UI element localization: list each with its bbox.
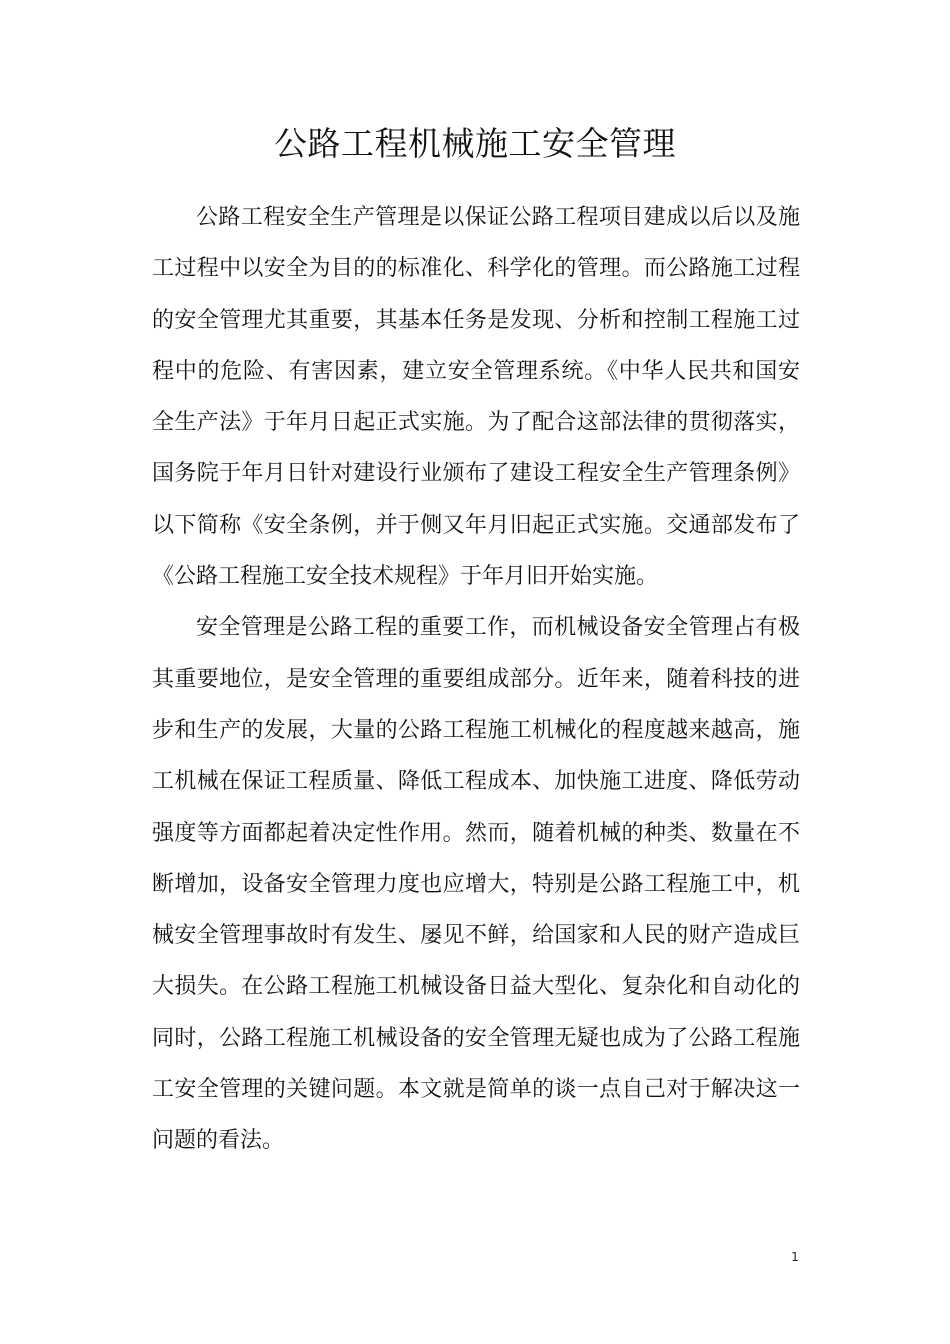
document-body (152, 192, 800, 1167)
page-number: 1 (791, 1250, 799, 1264)
paragraph-2: 安全管理是公路工程的重要工作，而机械设备安全管理占有极其重要地位，是安全管理的重要组成部分。近年来，随着科技的进步和生产的发展，大量的公路工程施工机械化的程度越来越高，施工机械在保证工程质量、降低工程成本、加快施工进度、降低劳动强度等方面都起着决定性作用。然而，随着机械的种类、数量在不断增加，设备安全管理力度也应增大，特别是公路工程施工中，机械安全管理事故时有发生、屡见不鲜，给国家和人民的财产造成巨大损失。在公路工程施工机械设备日益大型化、复杂化和自动化的同时，公路工程施工机械设备的安全管理无疑也成为了公路工程施工安全管理的关键问题。本文就是简单的谈一点自己对于解决这一问题的看法。 (152, 615, 800, 1154)
paragraph-1: 公路工程安全生产管理是以保证公路工程项目建成以后以及施工过程中以安全为目的的标准化、科学化的管理。而公路施工过程的安全管理尤其重要，其基本任务是发现、分析和控制工程施工过程中的危险、有害因素，建立安全管理系统。《中华人民共和国安全生产法》于年月日起正式实施。为了配合这部法律的贯彻落实，国务院于年月日针对建设行业颁布了建设工程安全生产管理条例》以下简称《安全条例，并于侧又年月旧起正式实施。交通部发布了《公路工程施工安全技术规程》于年月旧开始实施。 (152, 205, 800, 590)
document-title: 公路工程机械施工安全管理 (274, 124, 676, 163)
